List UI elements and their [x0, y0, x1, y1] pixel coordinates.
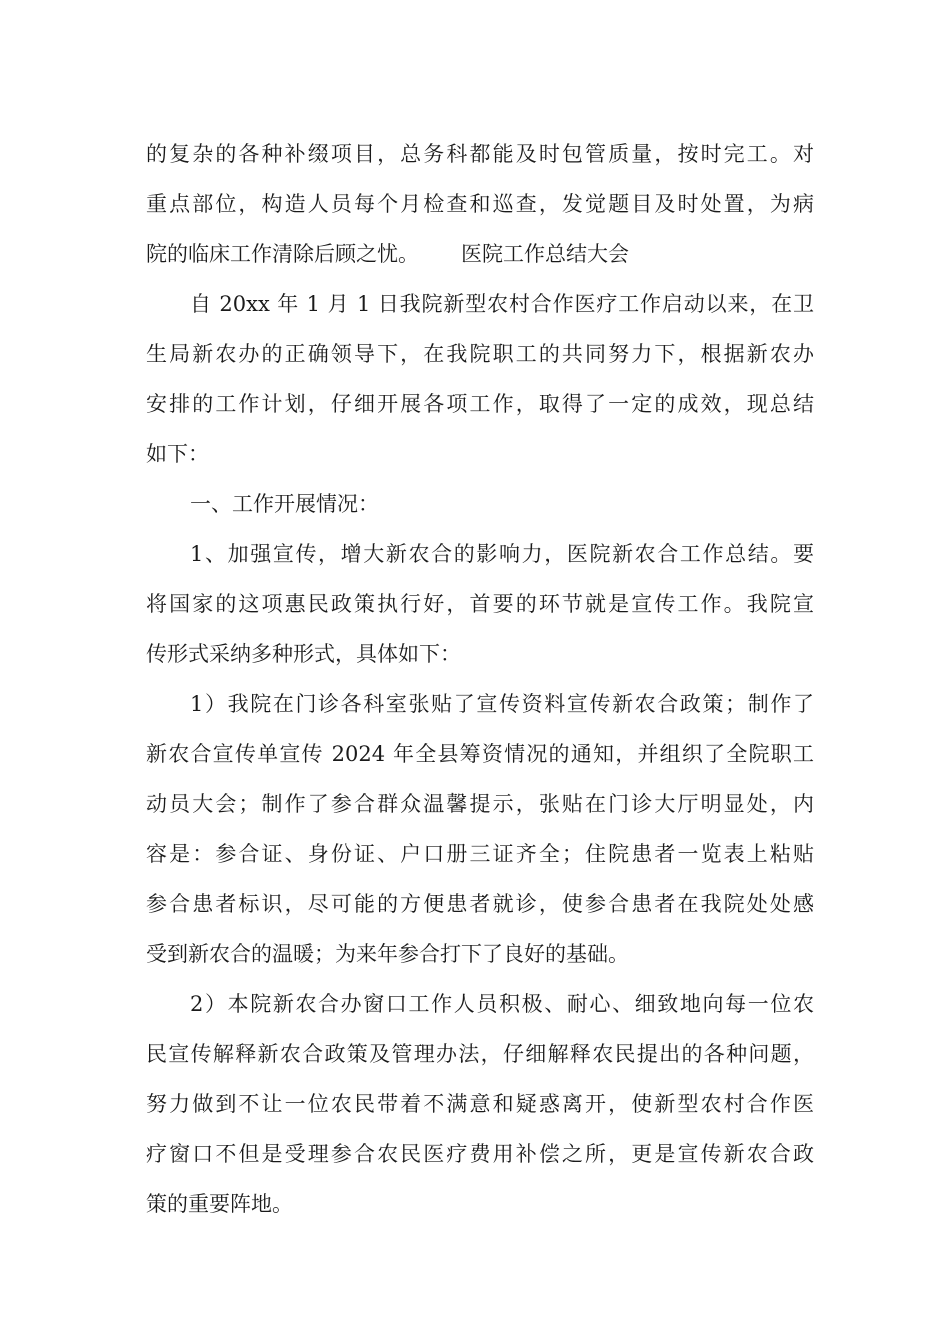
- paragraph-first-line: 1、加强宣传，增大新农合的影响力，医院新农合工作总结。要: [190, 542, 814, 566]
- paragraph-first-line: 1）我院在门诊各科室张贴了宣传资料宣传新农合政策；制作了: [190, 692, 814, 716]
- text-line: 参合患者标识，尽可能的方便患者就诊，使参合患者在我院处处感: [146, 892, 814, 916]
- text-segment: 院的临床工作清除后顾之忧。: [146, 242, 419, 266]
- text-line: 动员大会；制作了参合群众温馨提示，张贴在门诊大厅明显处，内: [146, 792, 814, 816]
- text-line: 努力做到不让一位农民带着不满意和疑惑离开，使新型农村合作医: [146, 1092, 814, 1116]
- text-line: 生局新农办的正确领导下，在我院职工的共同努力下，根据新农办: [146, 342, 814, 366]
- text-line: 将国家的这项惠民政策执行好，首要的环节就是宣传工作。我院宣: [146, 592, 814, 616]
- text-line: 容是：参合证、身份证、户口册三证齐全；住院患者一览表上粘贴: [146, 842, 814, 866]
- text-line: 重点部位，构造人员每个月检查和巡查，发觉题目及时处置，为病: [146, 192, 814, 216]
- paragraph-first-line: 自 20xx 年 1 月 1 日我院新型农村合作医疗工作启动以来，在卫: [190, 292, 814, 316]
- paragraph-first-line: 2）本院新农合办窗口工作人员积极、耐心、细致地向每一位农: [190, 992, 814, 1016]
- text-line-with-title: [146, 229, 814, 279]
- text-line: 传形式采纳多种形式，具体如下：: [146, 642, 461, 666]
- text-line: 新农合宣传单宣传 2024 年全县筹资情况的通知，并组织了全院职工: [146, 742, 814, 766]
- text-line: 安排的工作计划，仔细开展各项工作，取得了一定的成效，现总结: [146, 392, 814, 416]
- document-body: [146, 129, 814, 1229]
- text-line: 民宣传解释新农合政策及管理办法，仔细解释农民提出的各种问题，: [146, 1042, 814, 1066]
- text-line: 如下：: [146, 442, 209, 466]
- section-title: 医院工作总结大会: [461, 242, 629, 266]
- section-heading: 一、工作开展情况：: [190, 492, 379, 516]
- text-line: 策的重要阵地。: [146, 1192, 293, 1216]
- text-line: 疗窗口不但是受理参合农民医疗费用补偿之所，更是宣传新农合政: [146, 1142, 814, 1166]
- text-line: 受到新农合的温暖；为来年参合打下了良好的基础。: [146, 942, 629, 966]
- text-line: 的复杂的各种补缀项目，总务科都能及时包管质量，按时完工。对: [146, 142, 814, 166]
